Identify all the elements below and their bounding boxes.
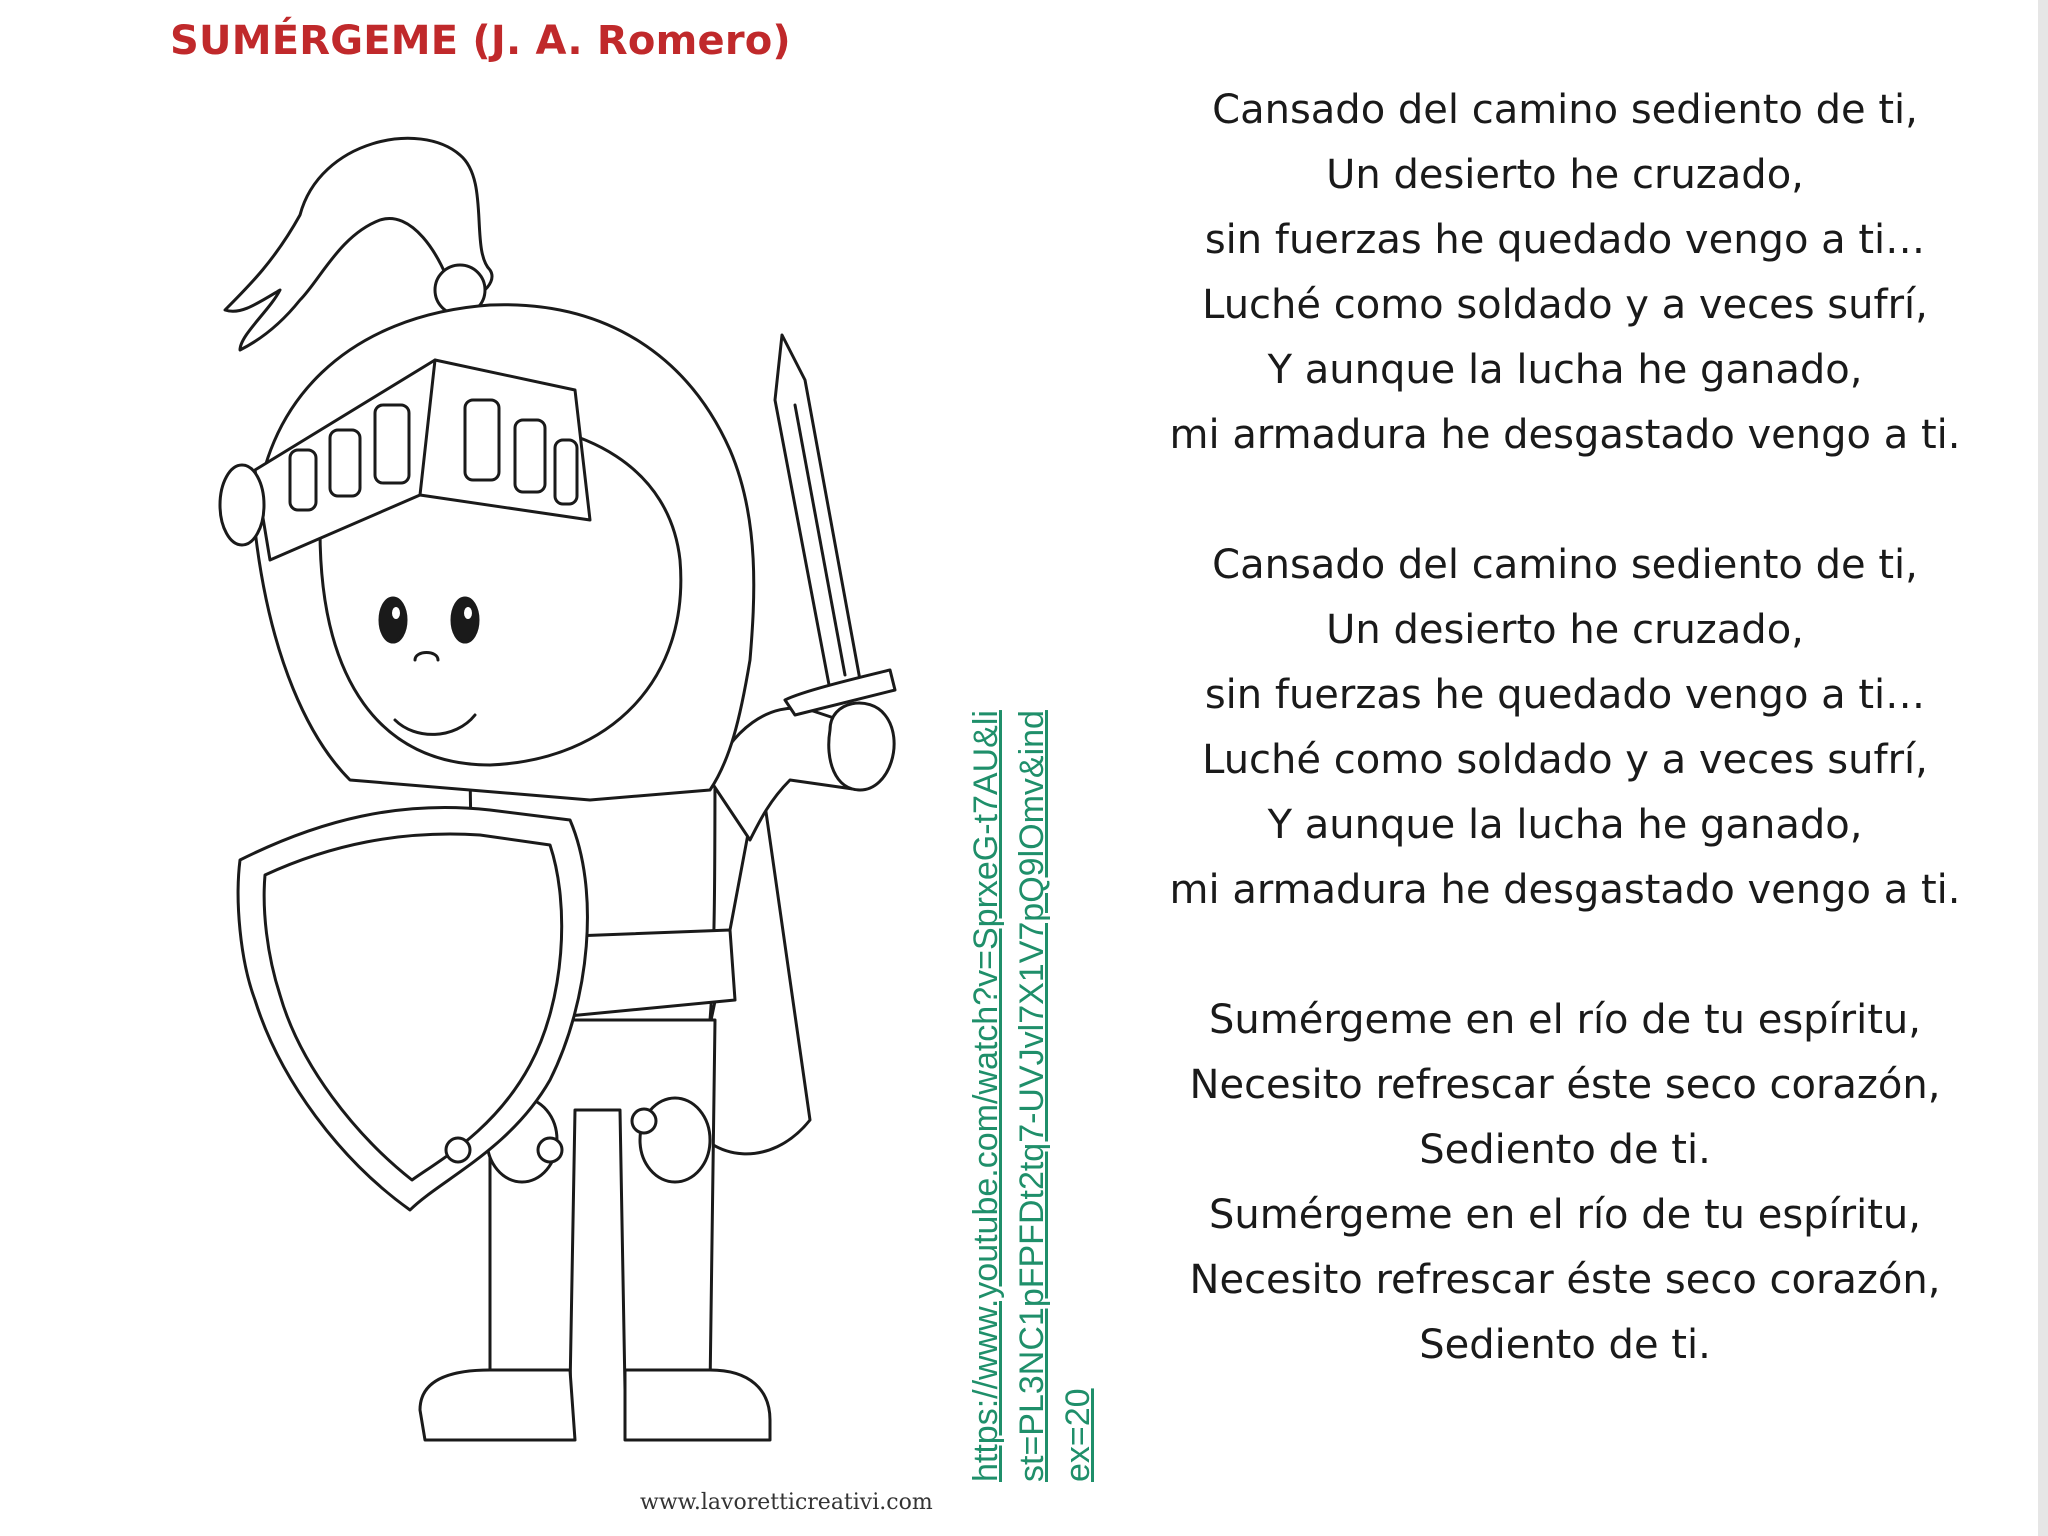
lyric-line: Necesito refrescar éste seco corazón, — [1189, 1062, 1941, 1108]
lyric-line: Y aunque la lucha he ganado, — [1267, 347, 1863, 393]
youtube-link-container — [963, 702, 1101, 1482]
lyric-line: Luché como soldado y a veces sufrí, — [1202, 737, 1928, 783]
lyric-line: Cansado del camino sediento de ti, — [1212, 87, 1918, 133]
stanza-3 — [1110, 988, 2020, 1378]
lyric-line: mi armadura he desgastado vengo a ti. — [1169, 412, 1961, 458]
lyric-line: sin fuerzas he quedado vengo a ti… — [1204, 217, 1926, 263]
lyric-line: Sumérgeme en el río de tu espíritu, — [1209, 997, 1921, 1043]
lyric-line: Un desierto he cruzado, — [1326, 607, 1804, 653]
lyric-line: Sediento de ti. — [1419, 1127, 1711, 1173]
lyric-line: Y aunque la lucha he ganado, — [1267, 802, 1863, 848]
lyric-line: Sediento de ti. — [1419, 1322, 1711, 1368]
youtube-link[interactable]: https://www.youtube.com/watch?v=SprxeG-t7AU&list=PL3NC1pFPFDt2tq7-UVJvl7X1V7pQ9lOmv&index=20 — [967, 710, 1097, 1482]
lyric-line: Un desierto he cruzado, — [1326, 152, 1804, 198]
lyric-line: mi armadura he desgastado vengo a ti. — [1169, 867, 1961, 913]
knight-illustration — [170, 100, 970, 1490]
lyric-line: Luché como soldado y a veces sufrí, — [1202, 282, 1928, 328]
lyrics — [1110, 78, 2020, 1443]
lyric-line: Necesito refrescar éste seco corazón, — [1189, 1257, 1941, 1303]
stanza-1 — [1110, 78, 2020, 468]
song-title: SUMÉRGEME (J. A. Romero) — [170, 18, 791, 64]
site-watermark: www.lavoretticreativi.com — [640, 1490, 933, 1515]
lyric-line: Sumérgeme en el río de tu espíritu, — [1209, 1192, 1921, 1238]
stanza-2 — [1110, 533, 2020, 923]
lyric-line: Cansado del camino sediento de ti, — [1212, 542, 1918, 588]
window-edge — [2038, 0, 2048, 1536]
lyric-line: sin fuerzas he quedado vengo a ti… — [1204, 672, 1926, 718]
